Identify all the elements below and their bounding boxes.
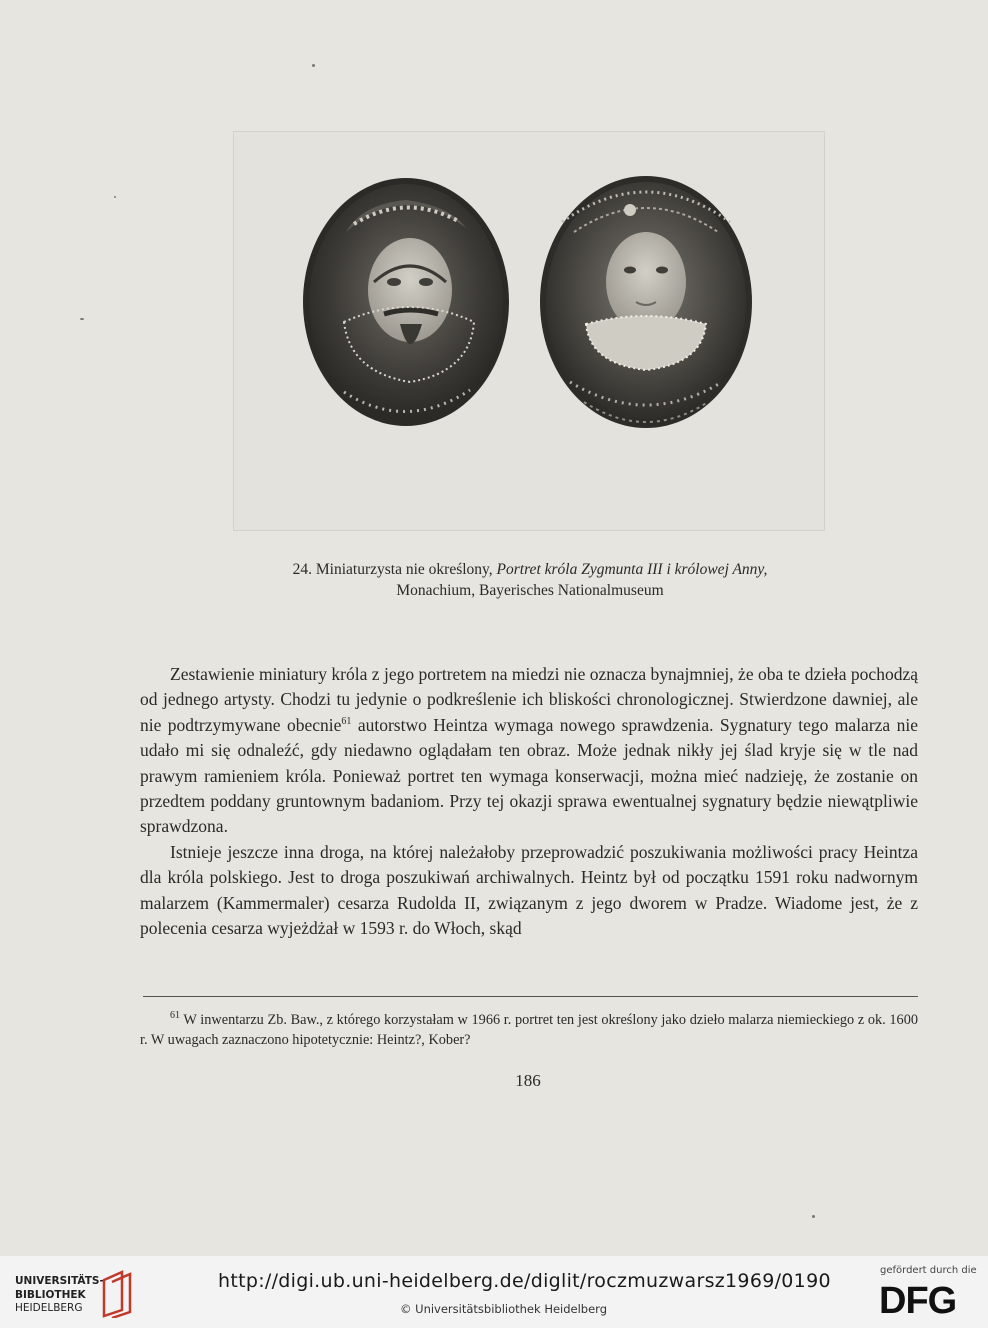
- permalink-url[interactable]: http://digi.ub.uni-heidelberg.de/diglit/roczmuzwarsz1969/0190: [218, 1270, 831, 1292]
- scan-speck: [114, 196, 116, 198]
- paragraph-2: Istnieje jeszcze inna droga, na której należałoby przeprowadzić poszukiwania możliwości pracy Heintza dla króla polskiego. Jest to droga poszukiwań archiwalnych. Heintz był od początku 1591 roku nadwornym malarzem (Kammermaler) cesarza Rudolda II, związanym z jego dworem w Pradze. Wiadome jest, że z polecenia cesarza wyjeżdżał w 1593 r. do Włoch, skąd: [140, 841, 918, 939]
- scan-speck: [80, 318, 84, 320]
- footnote-divider: [143, 996, 918, 997]
- library-name[interactable]: [15, 1275, 104, 1316]
- paragraph-1: [140, 662, 918, 840]
- queen-portrait-oval: [540, 176, 752, 428]
- king-portrait-oval: [303, 178, 509, 426]
- footnote-number: 61: [170, 1010, 180, 1022]
- library-logo-icon[interactable]: [100, 1270, 136, 1318]
- digitization-footer: [0, 1256, 988, 1328]
- footnote: [140, 1010, 918, 1050]
- scan-speck: [812, 1215, 815, 1218]
- figure-caption: [140, 559, 920, 601]
- portrait-miniatures-image: [234, 132, 824, 530]
- caption-location: Monachium, Bayerisches Nationalmuseum: [396, 582, 664, 599]
- copyright-notice: © Universitätsbibliothek Heidelberg: [400, 1302, 608, 1316]
- paragraph-1-text-b: autorstwo Heintza wymaga nowego sprawdzenia. Sygnatury tego malarza nie udało mi się odnaleźć, gdy niedawno oglądałam ten obraz. Może jednak nikły jej ślad kryje się w tle nad prawym ramieniem króla. Ponieważ portret ten wymaga konserwacji, można mieć nadzieję, że zostanie on przedtem poddany gruntownym badaniom. Przy tej okazji sprawa ewentualnej sygnatury będzie niewątpliwie sprawdzona.: [140, 714, 918, 837]
- figure-plate: [233, 131, 825, 531]
- library-line-1: UNIVERSITÄTS-: [15, 1275, 104, 1287]
- body-text: [140, 662, 918, 941]
- dfg-logo[interactable]: DFG: [879, 1280, 957, 1322]
- footnote-text: W inwentarzu Zb. Baw., z którego korzystałam w 1966 r. portret ten jest określony jako dzieło malarza niemieckiego z ok. 1600 r. W uwagach zaznaczono hipotetycznie: Heintz?, Kober?: [140, 1012, 918, 1048]
- library-line-3: HEIDELBERG: [15, 1302, 83, 1314]
- page-number: 186: [515, 1071, 541, 1090]
- caption-prefix: 24. Miniaturzysta nie określony,: [292, 561, 493, 578]
- library-line-2: BIBLIOTHEK: [15, 1288, 86, 1301]
- funded-by-label: gefördert durch die: [880, 1265, 977, 1276]
- footnote-ref-61[interactable]: 61: [341, 715, 352, 727]
- caption-title: Portret króla Zygmunta III i królowej Anny,: [496, 561, 768, 578]
- paragraph-1-text-a: Zestawienie miniatury króla z jego portretem na miedzi nie oznacza bynajmniej, że oba te dzieła pochodzą od jednego artysty. Chodzi tu jedynie o podkreślenie ich bliskości chronologicznej. Stwierdzone dawniej, ale nie podtrzymywane obecnie: [140, 664, 918, 735]
- scan-speck: [312, 64, 315, 67]
